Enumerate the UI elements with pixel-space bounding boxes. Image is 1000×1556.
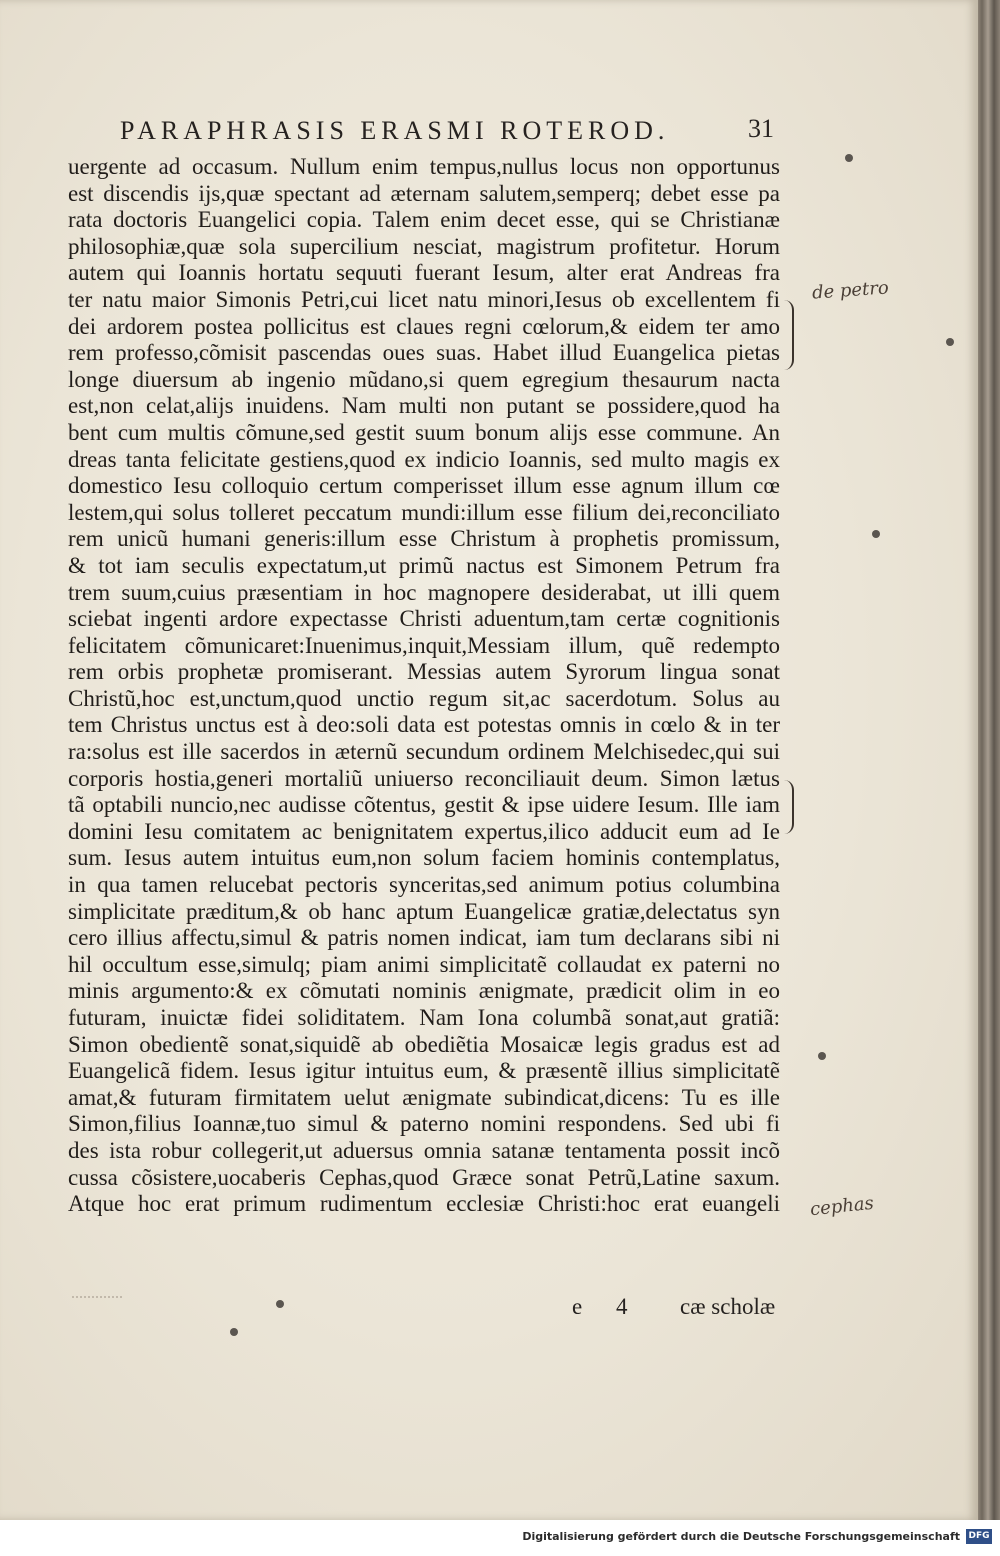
- text-line: ter natu maior Simonis Petri,cui licet natu minori,Iesus ob excellentem fi: [68, 286, 780, 312]
- text-line: des ista robur collegerit,ut aduersus omnia satanæ tentamenta possit incõ: [68, 1137, 780, 1163]
- text-line: corporis hostia,generi mortaliũ uniuerso reconciliauit deum. Simon lætus: [68, 765, 780, 791]
- text-line: simplicitate præditum,& ob hanc aptum Euangelicæ gratiæ,delectatus syn: [68, 898, 780, 924]
- paper-spot: [818, 1052, 826, 1060]
- text-line: philosophiæ,quæ sola supercilium nesciat, magistrum profitetur. Horum: [68, 233, 780, 259]
- text-line: domestico Iesu colloquio certum comperisset illum esse agnum illum cœ: [68, 473, 780, 499]
- text-line: uergente ad occasum. Nullum enim tempus,nullus locus non opportunus: [68, 154, 780, 179]
- text-line: ra:solus est ille sacerdos in æternũ secundum ordinem Melchisedec,qui sui: [68, 739, 780, 765]
- catchword: cæ scholæ: [680, 1294, 776, 1319]
- bleed-through-mark: [72, 1296, 122, 1312]
- text-line: autem qui Ioannis hortatu sequuti fuerant Iesum, alter erat Andreas fra: [68, 260, 780, 286]
- text-line: est,non celat,alijs inuidens. Nam multi non putant se possidere,quod ha: [68, 393, 780, 419]
- credit-text: Digitalisierung gefördert durch die Deutsche Forschungsgemeinschaft: [522, 1530, 960, 1543]
- paper-spot: [845, 154, 853, 162]
- text-line: tem Christus unctus est à deo:soli data est potestas omnis in cœlo & in ter: [68, 712, 780, 738]
- main-text-block: [68, 154, 780, 1218]
- paper-spot: [230, 1328, 238, 1336]
- marginal-note-de-petro: de petro: [811, 277, 890, 304]
- text-line: dreas tanta felicitate gestiens,quod ex indicio Ioannis, sed multo magis ex: [68, 446, 780, 472]
- text-line: hil occultum esse,simulq; piam animi simplicitatẽ collaudat ex paterni no: [68, 951, 780, 977]
- text-line: Simon obedientẽ sonat,siquidẽ ab obediẽtia Mosaicæ legis gradus est ad: [68, 1031, 780, 1057]
- marginal-note-cephas: cephas: [809, 1192, 875, 1221]
- text-line: domini Iesu comitatem ac benignitatem expertus,ilico adducit eum ad Ie: [68, 818, 780, 844]
- digitization-credit-bar: [0, 1520, 1000, 1556]
- paper-spot: [276, 1300, 284, 1308]
- text-line: rata doctoris Euangelici copia. Talem enim decet esse, qui se Christianæ: [68, 207, 780, 233]
- dfg-logo: DFG: [966, 1529, 992, 1544]
- text-line: rem unicũ humani generis:illum esse Christum à prophetis promissum,: [68, 526, 780, 552]
- text-line: longe diuersum ab ingenio mũdano,si quem egregium thesaurum nacta: [68, 366, 780, 392]
- text-line: Atque hoc erat primum rudimentum ecclesiæ Christi:hoc erat euangeli: [68, 1191, 780, 1217]
- text-line: minis argumento:& ex cõmutati nominis ænigmate, prædicit olim in eo: [68, 978, 780, 1004]
- text-line: dei ardorem postea pollicitus est claues regni cœlorum,& eidem ter amo: [68, 313, 780, 339]
- text-line: in qua tamen relucebat pectoris synceritas,sed animum potius columbina: [68, 872, 780, 898]
- text-line: sum. Iesus autem intuitus eum,non solum faciem hominis contemplatus,: [68, 845, 780, 871]
- paper-spot: [946, 338, 954, 346]
- margin-bracket: [782, 300, 794, 370]
- text-line: Euangelicã fidem. Iesus igitur intuitus eum, & præsentẽ illius simplicitatẽ: [68, 1058, 780, 1084]
- signature-mark: e 4: [572, 1294, 642, 1319]
- folio-number: 31: [748, 114, 774, 143]
- text-line: bent cum multis cõmune,sed gestit suum bonum alijs esse commune. An: [68, 419, 780, 445]
- paper-spot: [872, 530, 880, 538]
- signature-line: [72, 1294, 784, 1324]
- text-line: rem orbis prophetæ promiserant. Messias autem Syrorum lingua sonat: [68, 659, 780, 685]
- text-line: felicitatem cõmunicaret:Inuenimus,inquit,Messiam illum, quẽ redempto: [68, 632, 780, 658]
- text-line: cussa cõsistere,uocaberis Cephas,quod Græce sonat Petrũ,Latine saxum.: [68, 1164, 780, 1190]
- text-line: trem suum,cuius præsentiam in hoc magnopere desiderabat, ut illi quem: [68, 579, 780, 605]
- text-line: rem professo,cõmisit pascendas oues suas. Habet illud Euangelica pietas: [68, 340, 780, 366]
- text-line: cero illius affectu,simul & patris nomen indicat, iam tum declarans sibi ni: [68, 925, 780, 951]
- margin-bracket: [782, 780, 794, 834]
- text-line: lestem,qui solus tolleret peccatum mundi:illum esse filium dei,reconciliato: [68, 499, 780, 525]
- text-line: est discendis ijs,quæ spectant ad æternam salutem,semperq; debet esse pa: [68, 180, 780, 206]
- text-line: Christũ,hoc est,unctum,quod unctio regum sit,ac sacerdotum. Solus au: [68, 685, 780, 711]
- text-line: futuram, inuictæ fidei soliditatem. Nam Iona columbã sonat,aut gratiã:: [68, 1005, 780, 1030]
- text-line: amat,& futuram firmitatem uelut ænigmate subindicat,dicens: Tu es ille: [68, 1084, 780, 1110]
- book-edge: [976, 0, 1000, 1556]
- text-line: tã optabili nuncio,nec audisse cõtentus, gestit & ipse uidere Iesum. Ille iam: [68, 792, 780, 818]
- text-line: & tot iam seculis expectatum,ut primũ nactus est Simonem Petrum fra: [68, 552, 780, 578]
- text-line: Simon,filius Ioannæ,tuo simul & paterno nomini respondens. Sed ubi fi: [68, 1111, 780, 1137]
- running-head: PARAPHRASIS ERASMI ROTEROD.: [120, 116, 670, 145]
- text-line: sciebat ingenti ardore expectasse Christi aduentum,tam certæ cognitionis: [68, 606, 780, 632]
